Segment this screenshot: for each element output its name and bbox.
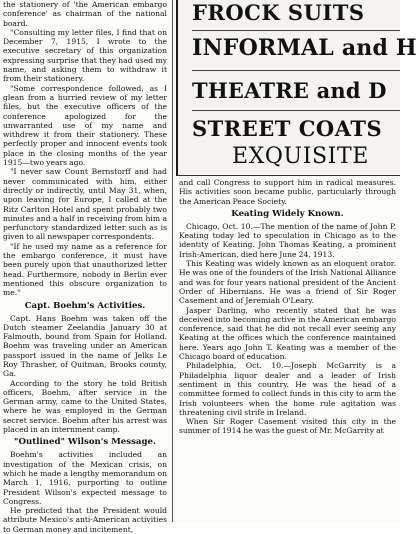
article-paragraph: Jasper Darling, who recently stated that he was deceived into becoming active in the American embargo conference, said that he did not recall ever seeing any Keating at the offices which the conference maintained here. Years ago John T. Keating was a member of the Chicago board of education. bbox=[179, 305, 396, 362]
right-column bbox=[175, 178, 400, 522]
article-paragraph: Chicago, Oct. 10.—The mention of the name of John P. Keating today led to speculation in Chicago as to the identity of Keating. John Thomas Keating, a prominent Irish-American, died here June 24, 1913. bbox=[179, 221, 396, 259]
ad-headline: THEATRE and D bbox=[192, 78, 387, 103]
ad-divider bbox=[192, 110, 400, 111]
left-column bbox=[0, 0, 170, 534]
ad-headline: EXQUISITE bbox=[232, 144, 369, 169]
article-paragraph: According to the story he told British officers, Boehm, after service in the German army, came to the United States, where he was employed in the German secret service. Boehm after his arrest was placed in an internment camp. bbox=[3, 378, 167, 435]
column-divider bbox=[172, 0, 173, 522]
article-paragraph: When Sir Roger Casement visited this city in the summer of 1914 he was the guest of Mr. McGarrity at bbox=[179, 417, 396, 436]
ad-headline: INFORMAL and H bbox=[192, 35, 417, 61]
subheading-wilson-message: "Outlined" Wilson's Message. bbox=[14, 437, 156, 448]
article-paragraph: the stationery of 'the American embargo conference' as chairman of the national board. bbox=[3, 0, 167, 28]
article-paragraph: and call Congress to support him in radical measures. His activities soon became public, particularly through the American Peace Society. bbox=[179, 178, 396, 206]
article-paragraph: He predicted that the President would attribute Mexico's anti-American activities to German money and incitement, bbox=[3, 506, 167, 534]
article-paragraph: Philadelphia, Oct. 10.—Joseph McGarrity is a Philadelphia liquor dealer and a leader of Irish sentiment in this country. He was the head of a committee formed to collect funds in this city to arm the Irish volunteers when the home rule agitation was threatening civil strife in Ireland. bbox=[179, 361, 396, 417]
article-paragraph: "I never saw Count Bernstorff and had never communicated with him, either directly or indirectly, until May 31, when, upon leaving for Europe, I called at the Ritz Carlton Hotel and spent probably two minutes and a half in receiving from him a perfunctory standardized letter such as is given to all newspaper correspondents. bbox=[3, 167, 167, 242]
article-paragraph: Boehm's activities included an investigation of the Mexican crisis, on which he made a lengthy memorandum on March 1, 1916, purporting to outline President Wilson's expected message to Congress. bbox=[3, 450, 167, 506]
ad-headline: STREET COATS bbox=[192, 116, 383, 141]
ad-divider bbox=[192, 30, 400, 31]
article-paragraph: This Keating was widely known as an eloquent orator. He was one of the founders of the Irish National Alliance and was for four years national president of the Ancient Order of Hibernians. He was a friend of Sir Roger Casement and of Jeremiah O'Leary. bbox=[179, 259, 396, 306]
article-paragraph: "Consulting my letter files, I find that on December 7, 1915, I wrote to the executive secretary of this organization expressing surprise that they had used my name, and asking them to withdraw it from their stationery. bbox=[3, 27, 167, 84]
subheading-boehm: Capt. Boehm's Activities. bbox=[24, 300, 146, 311]
ad-divider bbox=[192, 70, 400, 71]
subheading-keating: Keating Widely Known. bbox=[231, 208, 344, 219]
clothing-advertisement bbox=[176, 0, 417, 176]
article-paragraph: Capt. Hans Boehm was taken off the Dutch steamer Zeelandia January 30 at Falmouth, bound from Spain for Holland. Boehm was traveling under an American passport issued in the name of Jelks Le Roy Thrasher, of Quitman, Brooks county, Ga. bbox=[3, 313, 167, 379]
article-paragraph: "Some correspondence followed, as I glean from a hurried review of my letter files, but the executive officers of the conference apologized for the unwarranted use of my name and withdrew it from their stationery. These perfectly proper and innocent events took place in the closing months of the year 1915—two years ago. bbox=[3, 83, 167, 168]
article-paragraph: "If he used my name as a reference for the embargo conference, it must have been purely upon that unauthorized letter head. Furthermore, nobody in Berlin ever mentioned this obscure organization to me." bbox=[3, 241, 167, 298]
ad-headline: FROCK SUITS bbox=[192, 0, 365, 25]
